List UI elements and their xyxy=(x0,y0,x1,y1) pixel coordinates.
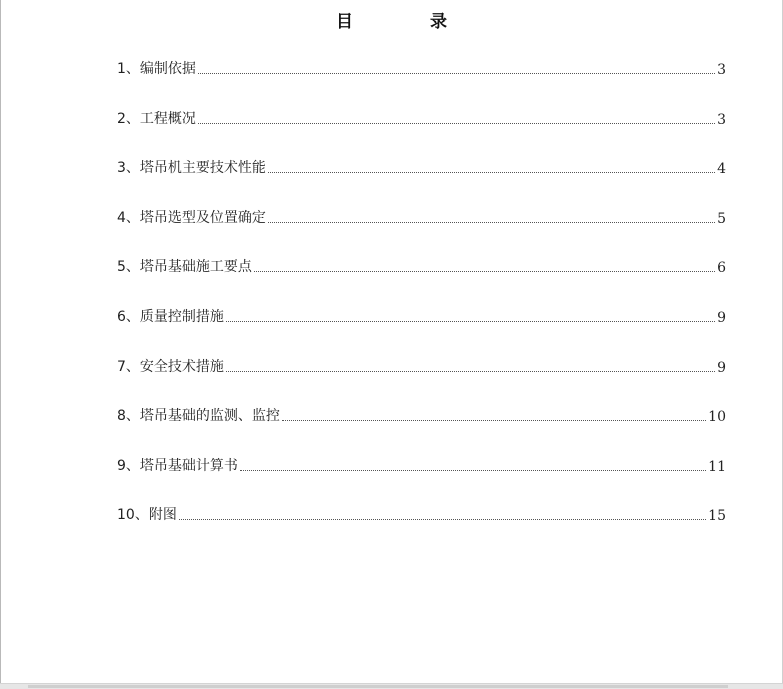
toc-entry-label: 3、塔吊机主要技术性能 xyxy=(117,160,266,177)
toc-entry-page: 11 xyxy=(708,458,726,475)
toc-entry[interactable] xyxy=(117,455,726,475)
horizontal-scrollbar[interactable] xyxy=(0,683,783,689)
toc-entry[interactable] xyxy=(117,504,726,524)
toc-entry[interactable] xyxy=(117,405,726,425)
toc-entry-page: 3 xyxy=(717,111,726,128)
toc-dot-leader xyxy=(179,518,706,520)
toc-entry[interactable] xyxy=(117,108,726,128)
toc-entry-page: 9 xyxy=(717,359,726,376)
toc-entry-label: 10、附图 xyxy=(117,507,177,524)
toc-entry-label: 9、塔吊基础计算书 xyxy=(117,457,238,474)
toc-dot-leader xyxy=(198,72,715,74)
toc-entry-label: 8、塔吊基础的监测、监控 xyxy=(117,408,280,425)
toc-entry-page: 10 xyxy=(708,409,726,426)
toc-dot-leader xyxy=(282,419,706,421)
toc-entry-label: 7、安全技术措施 xyxy=(117,358,224,375)
toc-entry-label: 1、编制依据 xyxy=(117,61,196,77)
toc-entry-label: 5、塔吊基础施工要点 xyxy=(117,259,252,276)
toc-dot-leader xyxy=(268,171,715,173)
toc-entry-page: 9 xyxy=(717,309,726,326)
toc-dot-leader xyxy=(240,469,706,471)
toc-entry[interactable] xyxy=(117,58,726,78)
toc-entry-page: 3 xyxy=(717,62,726,78)
toc-dot-leader xyxy=(226,370,715,372)
toc-entry[interactable] xyxy=(117,256,726,276)
scrollbar-thumb[interactable] xyxy=(28,685,728,688)
page-edge-left xyxy=(0,0,1,689)
toc-entry[interactable] xyxy=(117,306,726,326)
toc-entry[interactable] xyxy=(117,157,726,177)
toc-entry[interactable] xyxy=(117,356,726,376)
toc-entry-page: 15 xyxy=(708,508,726,525)
toc-title: 目 录 xyxy=(336,12,477,32)
toc-dot-leader xyxy=(198,122,715,124)
toc-entry-label: 6、质量控制措施 xyxy=(117,308,224,325)
toc-dot-leader xyxy=(268,221,715,223)
toc-entry-label: 4、塔吊选型及位置确定 xyxy=(117,209,266,226)
toc-entry-label: 2、工程概况 xyxy=(117,110,196,127)
toc-entry-page: 6 xyxy=(717,260,726,277)
toc-entry-page: 4 xyxy=(717,161,726,178)
toc-dot-leader xyxy=(226,320,715,322)
toc-entry[interactable] xyxy=(117,207,726,227)
toc-dot-leader xyxy=(254,270,715,272)
toc-entry-page: 5 xyxy=(717,210,726,227)
toc-list xyxy=(117,58,726,554)
